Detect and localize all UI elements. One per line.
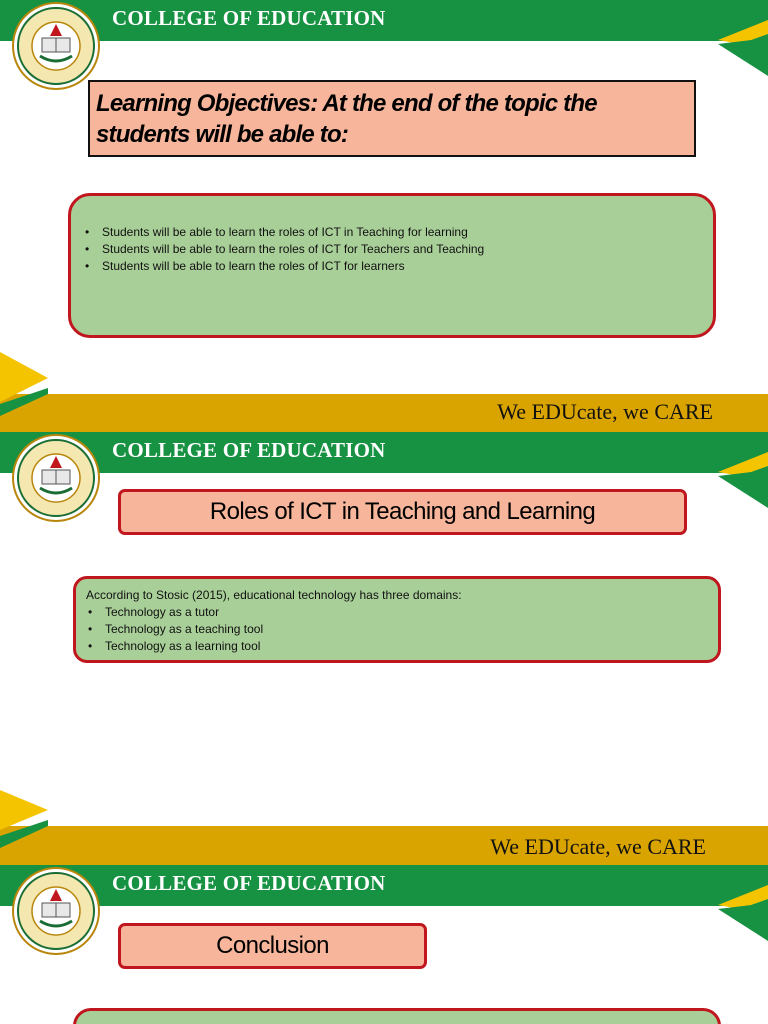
conclusion-title — [118, 923, 427, 969]
list-item: • Students will be able to learn the roles of ICT for Teachers and Teaching — [83, 241, 713, 258]
roles-title-text: Roles of ICT in Teaching and Learning — [209, 498, 596, 525]
list-item: • Students will be able to learn the roles of ICT for learners — [83, 258, 713, 275]
slide-conclusion — [0, 865, 768, 1024]
footer-tagline: We EDUcate, we CARE — [490, 834, 706, 859]
conclusion-title-text: Conclusion — [216, 932, 329, 959]
domains-list — [86, 604, 718, 655]
list-item: • Technology as a teaching tool — [86, 621, 718, 638]
conclusion-box — [73, 1008, 721, 1024]
header-bar — [0, 432, 768, 473]
objectives-box — [68, 193, 716, 338]
slide-roles-of-ict — [0, 432, 768, 865]
footer-tagline: We EDUcate, we CARE — [497, 399, 713, 424]
university-seal-icon — [12, 2, 100, 90]
university-seal-icon — [12, 434, 100, 522]
college-title: COLLEGE OF EDUCATION — [112, 6, 386, 30]
chevron-decoration-icon — [718, 885, 768, 945]
header-bar — [0, 0, 768, 41]
list-item: • Students will be able to learn the roles of ICT in Teaching for learning — [83, 224, 713, 241]
list-item: • Technology as a tutor — [86, 604, 718, 621]
college-title: COLLEGE OF EDUCATION — [112, 438, 386, 462]
slide-learning-objectives — [0, 0, 768, 432]
domains-intro: According to Stosic (2015), educational technology has three domains: — [86, 588, 462, 602]
college-title: COLLEGE OF EDUCATION — [112, 871, 386, 895]
roles-title — [118, 489, 687, 535]
domains-box — [73, 576, 721, 663]
objectives-list — [83, 224, 713, 275]
list-item: • Technology as a learning tool — [86, 638, 718, 655]
header-bar — [0, 865, 768, 906]
chevron-decoration-icon — [718, 20, 768, 80]
learning-objectives-title-text: Learning Objectives: At the end of the topic the students will be able to: — [96, 90, 597, 148]
chevron-decoration-icon — [718, 452, 768, 512]
learning-objectives-title — [88, 80, 696, 157]
university-seal-icon — [12, 867, 100, 955]
